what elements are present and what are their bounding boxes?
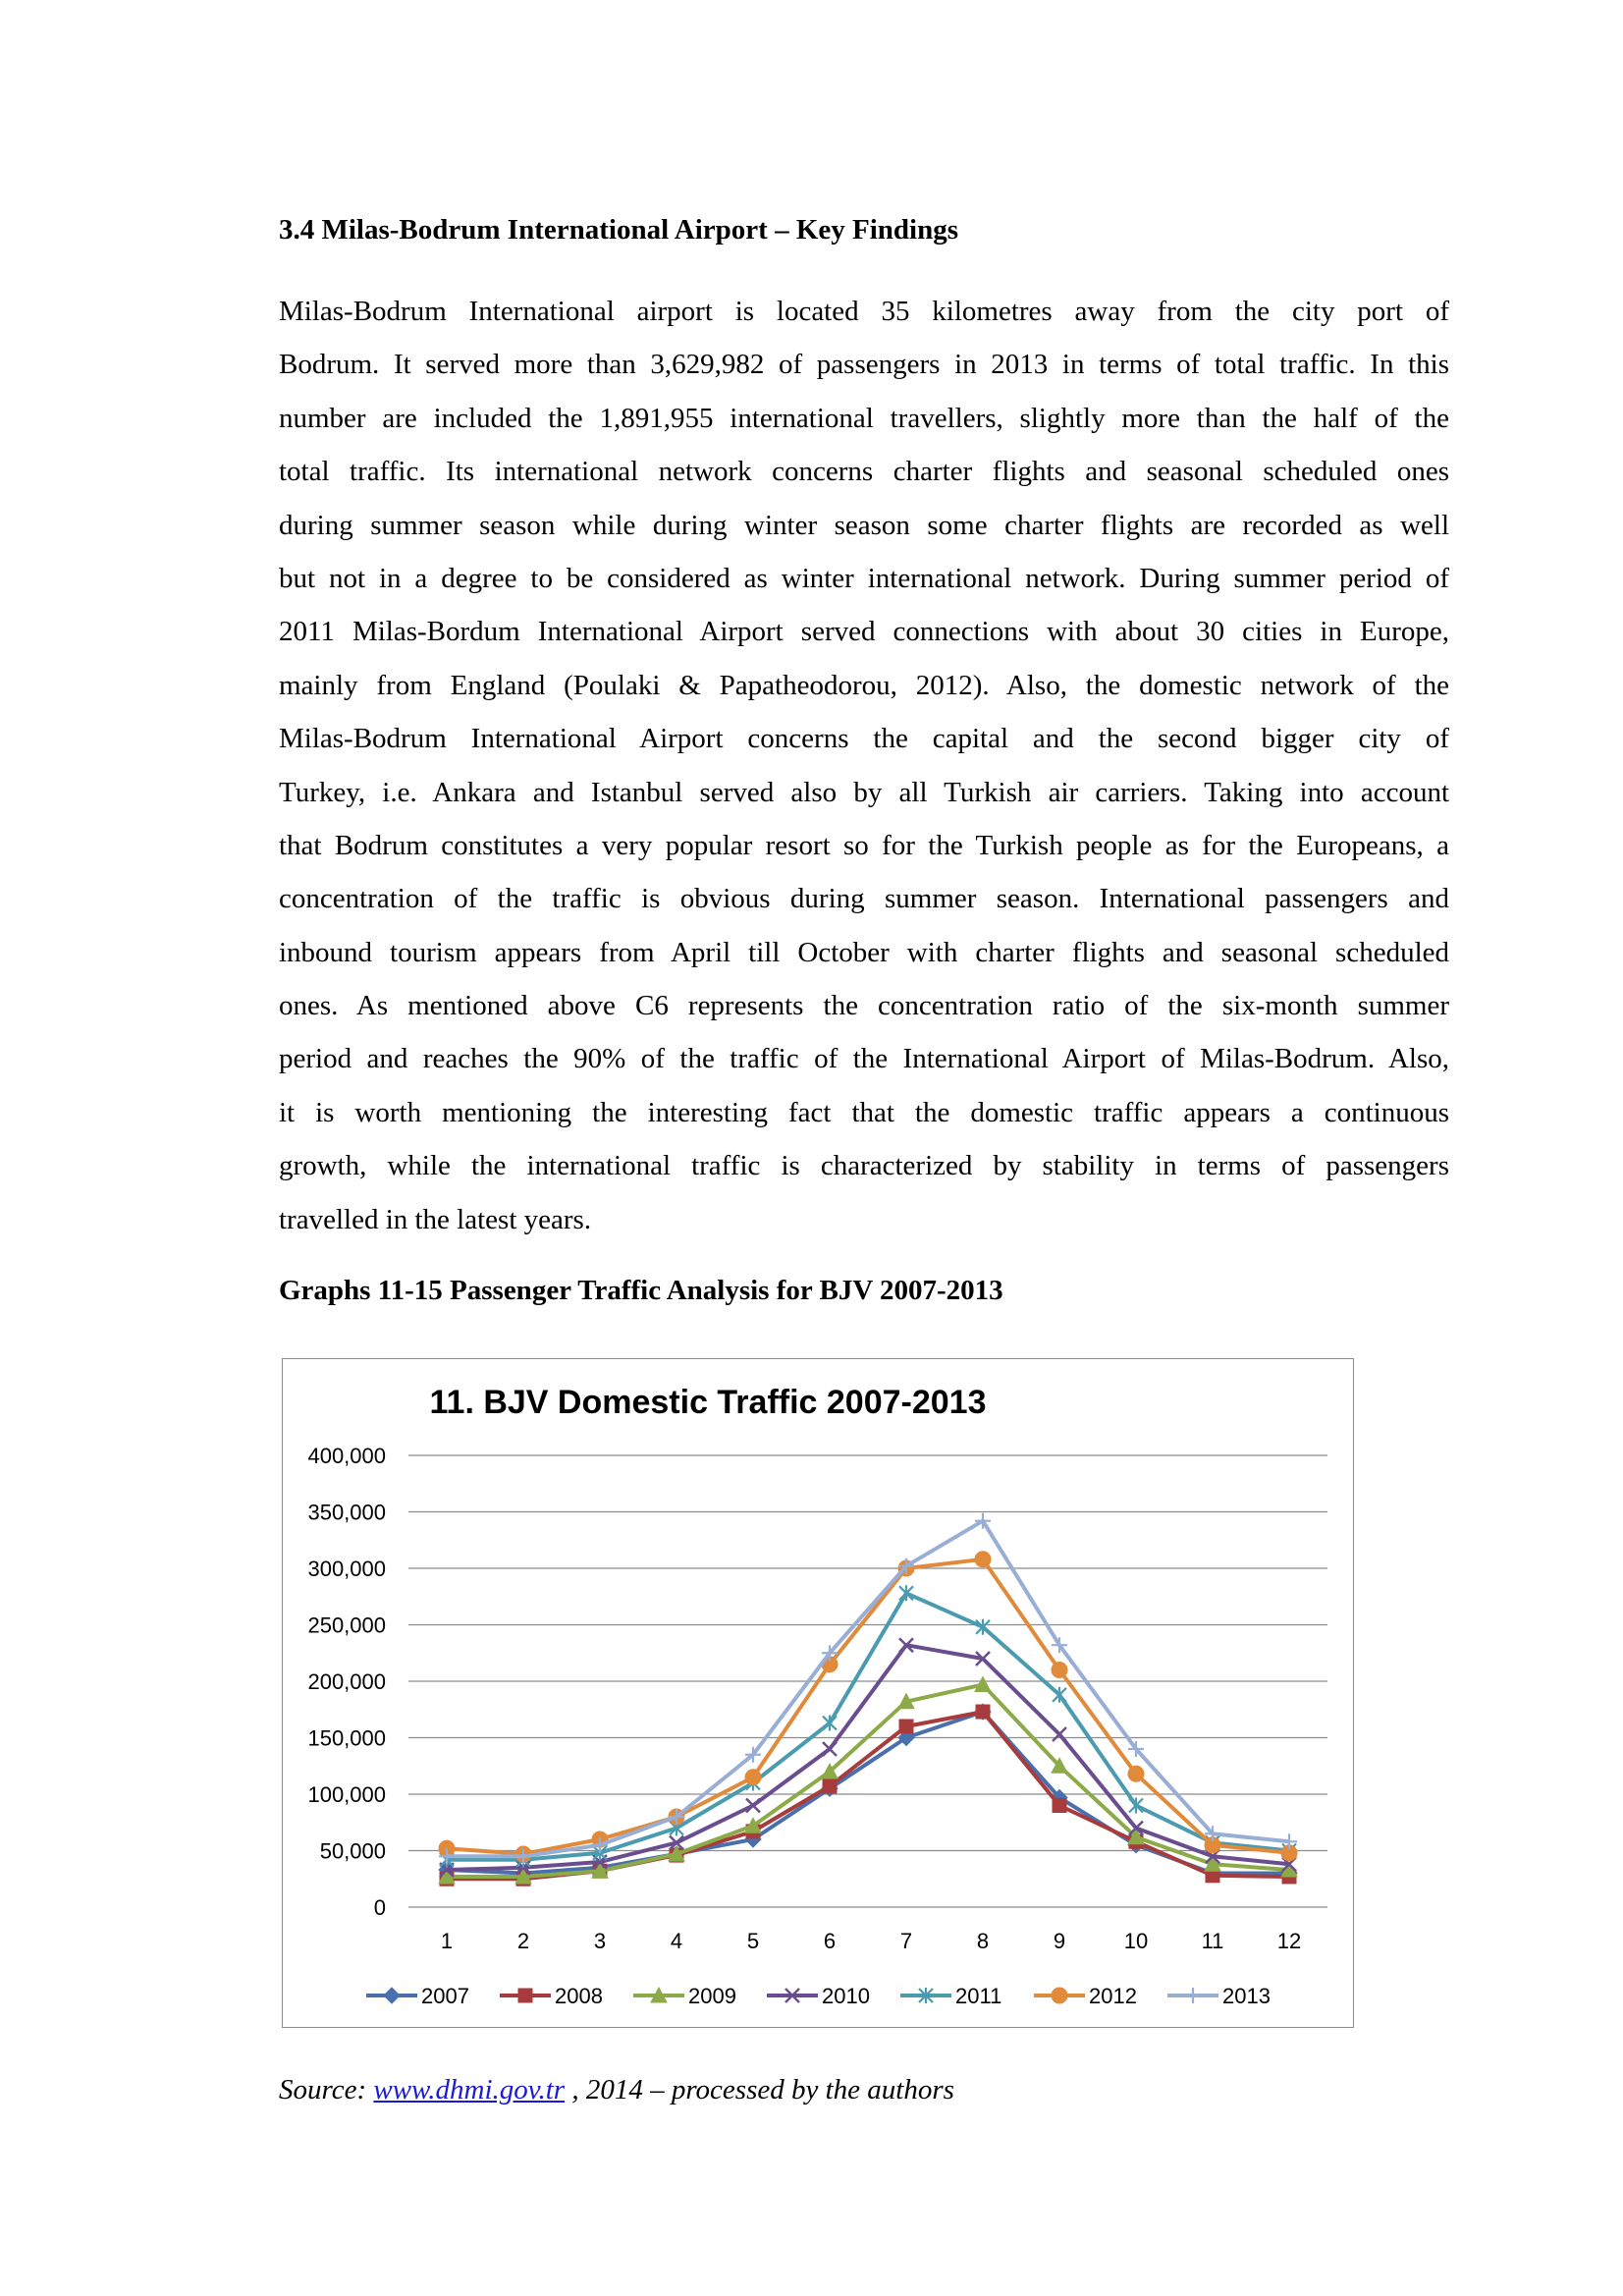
y-tick-label: 400,000 [307, 1444, 386, 1468]
legend-marker-2007 [384, 1988, 400, 2003]
x-tick-label: 8 [976, 1929, 990, 1953]
paragraph-line: Turkey, i.e. Ankara and Istanbul served also by all Turkish air carriers. Taking into account [279, 776, 1449, 808]
legend-label: 2007 [421, 1984, 469, 2008]
paragraph-line: ones. As mentioned above C6 represents the concentration ratio of the six-month summer [279, 990, 1449, 1022]
section-heading: 3.4 Milas-Bodrum International Airport – Key Findings [279, 214, 959, 246]
source-suffix: , 2014 – processed by the authors [565, 2074, 954, 2105]
chart-title: 11. BJV Domestic Traffic 2007-2013 [429, 1384, 987, 1421]
paragraph-line: concentration of the traffic is obvious during summer season. International passengers and [279, 883, 1449, 915]
legend-label: 2013 [1222, 1984, 1271, 2008]
x-tick-label: 6 [823, 1929, 837, 1953]
graph-caption: Graphs 11-15 Passenger Traffic Analysis for BJV 2007-2013 [279, 1275, 1003, 1306]
data-point-2010 [746, 1799, 760, 1813]
data-point-2008 [976, 1705, 990, 1719]
paragraph-line: Milas-Bodrum International airport is located 35 kilometres away from the city port of [279, 296, 1449, 327]
series-line-2012 [447, 1559, 1289, 1854]
paragraph-line: period and reaches the 90% of the traffic of the International Airport of Milas-Bodrum. Also, [279, 1043, 1449, 1075]
paragraph-line: total traffic. Its international network concerns charter flights and seasonal scheduled ones [279, 456, 1449, 488]
x-tick-label: 11 [1201, 1929, 1224, 1953]
paragraph-line: growth, while the international traffic is characterized by stability in terms of passengers [279, 1150, 1449, 1182]
y-tick-label: 50,000 [319, 1838, 386, 1864]
data-point-2012 [1052, 1663, 1067, 1678]
x-tick-label: 9 [1053, 1929, 1066, 1953]
x-tick-label: 7 [899, 1929, 913, 1953]
data-point-2010 [1053, 1727, 1066, 1741]
data-point-2012 [975, 1552, 991, 1567]
y-tick-label: 100,000 [307, 1782, 386, 1807]
legend-label: 2009 [688, 1984, 736, 2008]
source-prefix: Source: [279, 2074, 374, 2105]
x-tick-label: 1 [440, 1929, 454, 1953]
paragraph-line: inbound tourism appears from April till October with charter flights and seasonal scheduled [279, 936, 1449, 968]
paragraph-line: 2011 Milas-Bordum International Airport served connections with about 30 cities in Europe, [279, 616, 1449, 648]
y-tick-label: 150,000 [307, 1725, 386, 1751]
paragraph-line: but not in a degree to be considered as winter international network. During summer period of [279, 562, 1449, 594]
chart-frame [282, 1358, 1354, 2028]
y-tick-label: 350,000 [307, 1500, 386, 1525]
x-tick-label: 10 [1123, 1929, 1149, 1953]
y-tick-label: 200,000 [307, 1669, 386, 1694]
paragraph-line: mainly from England (Poulaki & Papatheodorou, 2012). Also, the domestic network of the [279, 669, 1449, 701]
x-tick-label: 12 [1276, 1929, 1302, 1953]
paragraph-line: travelled in the latest years. [279, 1203, 592, 1235]
data-point-2010 [823, 1742, 837, 1756]
legend-label: 2011 [955, 1984, 1002, 2008]
legend-label: 2008 [555, 1984, 603, 2008]
legend-label: 2010 [822, 1984, 870, 2008]
y-tick-label: 0 [373, 1895, 386, 1920]
data-point-2011 [1053, 1687, 1066, 1703]
legend-marker-2008 [518, 1989, 532, 2002]
source-note [279, 2074, 954, 2106]
paragraph-line: that Bodrum constitutes a very popular resort so for the Turkish people as for the Europeans, a [279, 829, 1449, 861]
x-tick-label: 2 [516, 1929, 530, 1953]
x-tick-label: 3 [593, 1929, 607, 1953]
legend-label: 2012 [1089, 1984, 1137, 2008]
data-point-2012 [745, 1770, 761, 1785]
paragraph-line: Milas-Bodrum International Airport concerns the capital and the second bigger city of [279, 723, 1449, 755]
paragraph-line: number are included the 1,891,955 international travellers, slightly more than the half of the [279, 402, 1449, 434]
data-point-2008 [1053, 1799, 1066, 1813]
data-point-2008 [899, 1720, 913, 1733]
data-point-2008 [823, 1779, 837, 1793]
line-chart [283, 1359, 1355, 2029]
y-tick-label: 250,000 [307, 1613, 386, 1638]
data-point-2012 [1128, 1766, 1144, 1781]
series-line-2011 [447, 1593, 1289, 1859]
legend-marker-2012 [1052, 1988, 1067, 2003]
paragraph-line: during summer season while during winter season some charter flights are recorded as well [279, 509, 1449, 541]
paragraph-line: it is worth mentioning the interesting fact that the domestic traffic appears a continuous [279, 1096, 1449, 1128]
x-tick-label: 4 [670, 1929, 683, 1953]
y-tick-label: 300,000 [307, 1557, 386, 1581]
x-tick-label: 5 [746, 1929, 760, 1953]
source-link[interactable]: www.dhmi.gov.tr [373, 2074, 566, 2105]
series-line-2013 [447, 1521, 1289, 1857]
body-paragraph [279, 285, 1449, 1246]
paragraph-line: Bodrum. It served more than 3,629,982 of passengers in 2013 in terms of total traffic. In this [279, 349, 1449, 381]
data-point-2011 [823, 1716, 837, 1731]
legend-marker-2013 [1185, 1988, 1201, 2003]
data-point-2011 [1129, 1798, 1143, 1814]
